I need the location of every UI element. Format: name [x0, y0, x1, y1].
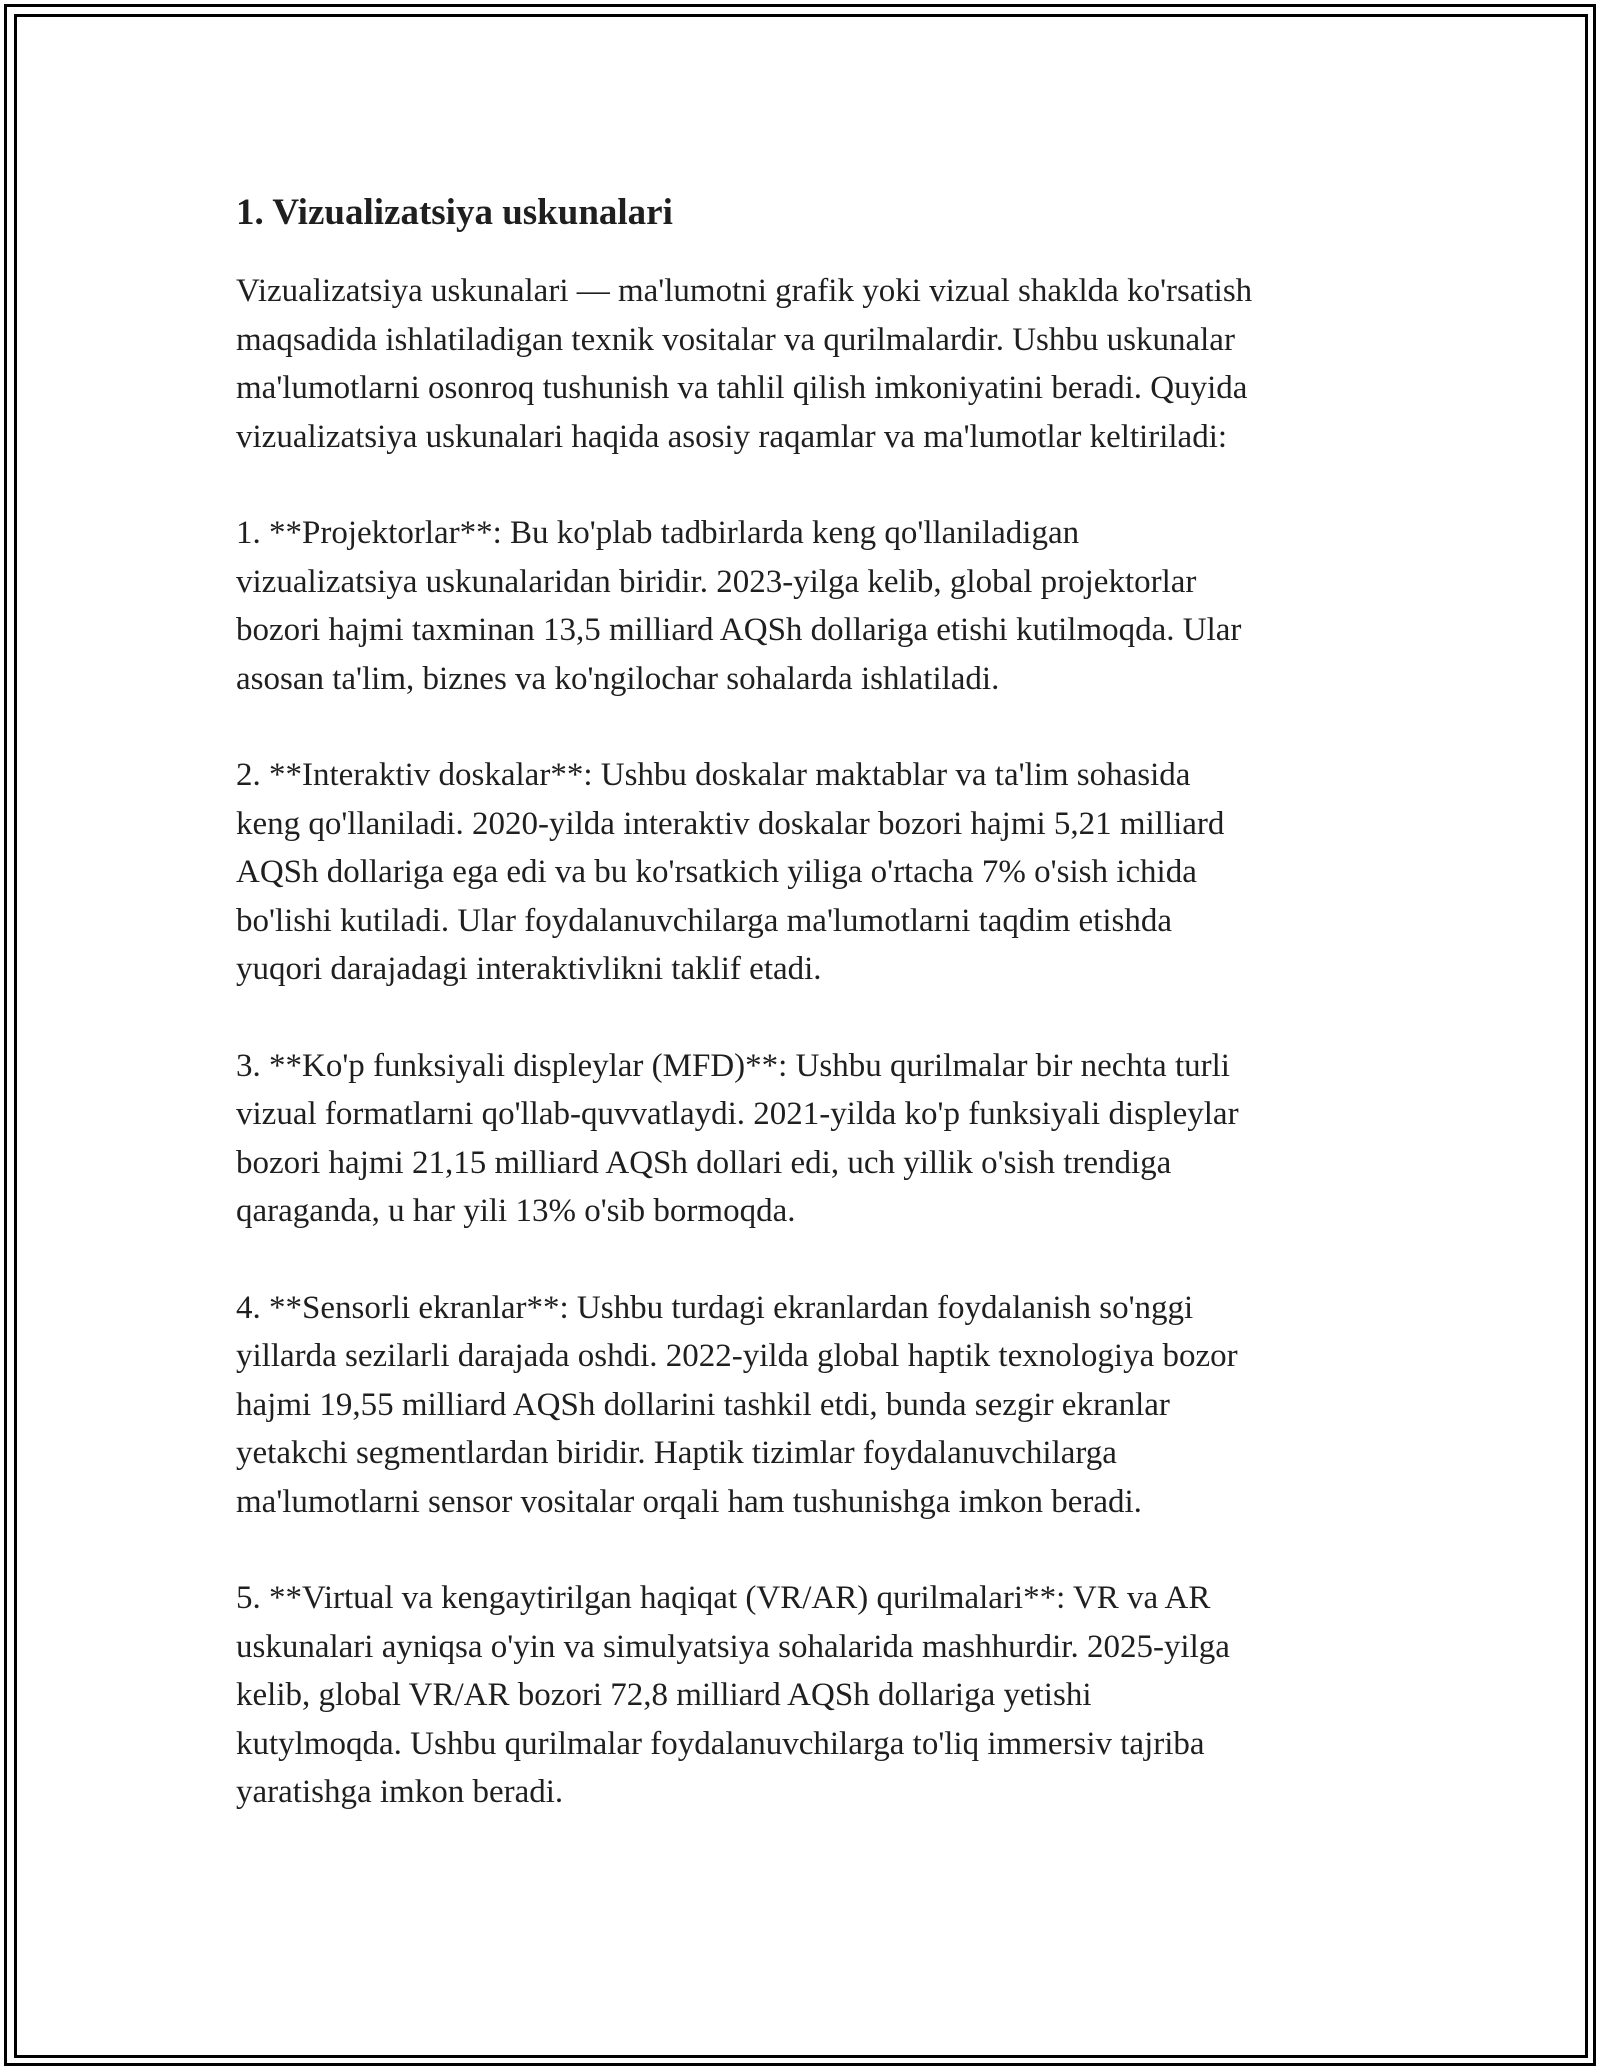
list-item-multifunction-displays: 3. **Ko'p funksiyali displeylar (MFD)**: Ushbu qurilmalar bir nechta turli vizual formatlarni qo'llab-quvvatlaydi. 2021-yilda ko'p funksiyali displeylar bozori hajmi 21,15 milliard AQSh dollari edi, uch yillik o'sish trendiga qaraganda, u har yili 13% o'sib bormoqda.: [236, 1047, 1239, 1229]
list-item-vr-ar-devices: 5. **Virtual va kengaytirilgan haqiqat (VR/AR) qurilmalari**: VR va AR uskunalari ayniqsa o'yin va simulyatsiya sohalarida mashhurdir. 2025-yilga kelib, global VR/AR bozori 72,8 milliard AQSh dollariga yetishi kutylmoqda. Ushbu qurilmalar foydalanuvchilarga to'liq immersiv tajriba yaratishga imkon beradi.: [236, 1580, 1230, 1810]
intro-paragraph: Vizualizatsiya uskunalari — ma'lumotni grafik yoki vizual shaklda ko'rsatish maqsadida ishlatiladigan texnik vositalar va qurilmalardir. Ushbu uskunalar ma'lumotlarni osonroq tushunish va tahlil qilish imkoniyatini beradi. Quyida vizualizatsiya uskunalari haqida asosiy raqamlar va ma'lumotlar keltiriladi:: [236, 273, 1253, 455]
list-item-touch-screens: 4. **Sensorli ekranlar**: Ushbu turdagi ekranlardan foydalanish so'nggi yillarda sezilarli darajada oshdi. 2022-yilda global haptik texnologiya bozor hajmi 19,55 milliard AQSh dollarini tashkil etdi, bunda sezgir ekranlar yetakchi segmentlardan biridir. Haptik tizimlar foydalanuvchilarga ma'lumotlarni sensor vositalar orqali ham tushunishga imkon beradi.: [236, 1289, 1238, 1520]
document-title: 1. Vizualizatsiya uskunalari: [236, 192, 673, 233]
list-item-projectors: 1. **Projektorlar**: Bu ko'plab tadbirlarda keng qo'llaniladigan vizualizatsiya uskunalaridan biridir. 2023-yilga kelib, global projektorlar bozori hajmi taxminan 13,5 milliard AQSh dollariga etishi kutilmoqda. Ular asosan ta'lim, biznes va ko'ngilochar sohalarda ishlatiladi.: [236, 515, 1242, 697]
document-body: [236, 185, 1436, 1865]
list-item-interactive-boards: 2. **Interaktiv doskalar**: Ushbu doskalar maktablar va ta'lim sohasida keng qo'llaniladi. 2020-yilda interaktiv doskalar bozori hajmi 5,21 milliard AQSh dollariga ega edi va bu ko'rsatkich yiliga o'rtacha 7% o'sish ichida bo'lishi kutiladi. Ular foydalanuvchilarga ma'lumotlarni taqdim etishda yuqori darajadagi interaktivlikni taklif etadi.: [236, 757, 1225, 987]
